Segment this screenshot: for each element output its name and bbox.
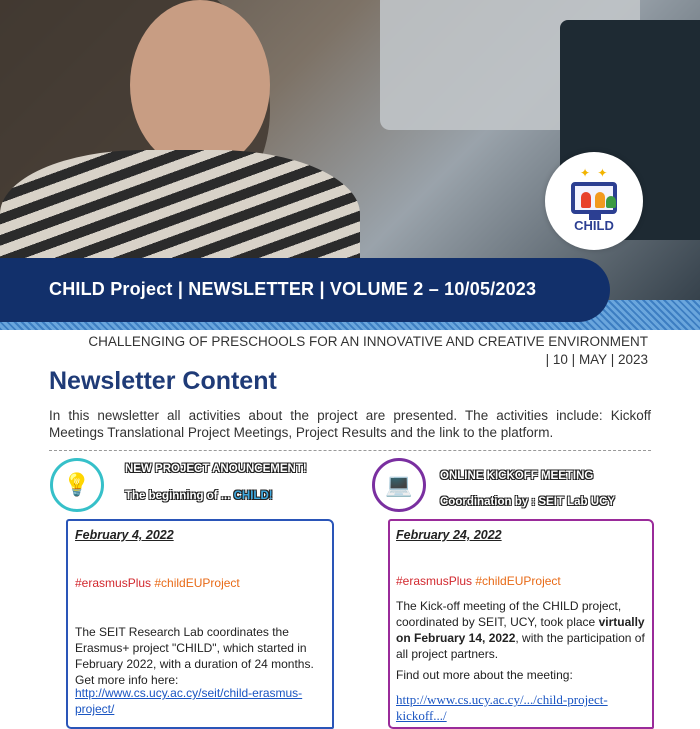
subtitle-line-1: CHALLENGING OF PRESCHOOLS FOR AN INNOVATIVE AND CREATIVE ENVIRONMENT — [88, 334, 648, 349]
section-title: Newsletter Content — [49, 367, 277, 395]
intro-paragraph: In this newsletter all activities about the project are presented. The activities include: Kickoff Meetings Translational Project Meetings, Project Results and the link to the platform. — [49, 408, 651, 440]
logo-label: CHILD — [574, 218, 614, 233]
project-subtitle — [48, 333, 648, 369]
card2-text: The Kick-off meeting of the CHILD project, coordinated by SEIT, UCY, took place virtually on February 14, 2022, with the participation of all project partners. — [396, 599, 645, 661]
card1-link[interactable]: http://www.cs.ucy.ac.cy/seit/child-erasmus-project/ — [75, 686, 303, 716]
lightbulb-icon: 💡 — [50, 458, 104, 512]
card1-date: February 4, 2022 — [75, 528, 174, 542]
card2-date: February 24, 2022 — [396, 528, 502, 542]
card2-subheading: Coordination by : SEIT Lab UCY — [440, 496, 616, 508]
card2-text2: Find out more about the meeting: — [396, 668, 573, 682]
card2-link[interactable]: http://www.cs.ucy.ac.cy/.../child-project-kickoff.../ — [396, 692, 608, 723]
card1-tags: #erasmusPlus #childEUProject — [75, 576, 240, 590]
card1-heading: NEW PROJECT ANOUNCEMENT! — [125, 463, 307, 475]
divider — [49, 450, 651, 451]
newsletter-title: CHILD Project | NEWSLETTER | VOLUME 2 – 10/05/2023 — [49, 279, 537, 299]
laptop-globe-icon: 💻 — [372, 458, 426, 512]
laptop-icon — [571, 182, 617, 214]
child-logo — [545, 152, 643, 250]
spark-icon: ✦ ✦ — [580, 166, 610, 180]
card1-subheading: The beginning of ... CHILD! — [125, 490, 273, 502]
card2-heading: ONLINE KICKOFF MEETING — [440, 470, 594, 482]
subtitle-line-2: | 10 | MAY | 2023 — [545, 352, 648, 367]
card2-tags: #erasmusPlus #childEUProject — [396, 574, 561, 588]
card1-text: The SEIT Research Lab coordinates the Erasmus+ project "CHILD", which started in February 2022, with a duration of 24 months. Get more info here: — [75, 625, 314, 687]
